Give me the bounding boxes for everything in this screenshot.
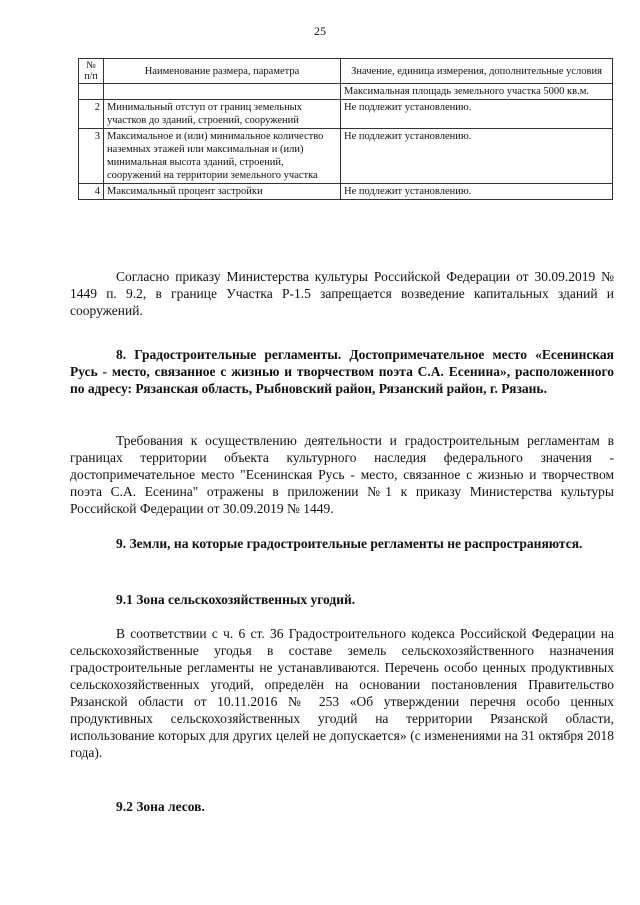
page-number: 25: [314, 24, 326, 38]
table-row: [79, 84, 613, 100]
row-num: 4: [79, 184, 104, 200]
header-value: Значение, единица измерения, дополнительные условия: [341, 59, 613, 84]
table-row: [79, 129, 613, 184]
parameters-table: [78, 58, 613, 200]
row-name: Максимальный процент застройки: [104, 184, 341, 200]
header-name: Наименование размера, параметра: [104, 59, 341, 84]
table-row: [79, 184, 613, 200]
row-num: 3: [79, 129, 104, 184]
table-row: [79, 100, 613, 129]
heading-section-9-1: 9.1 Зона сельскохозяйственных угодий.: [116, 592, 356, 607]
row-num: [79, 84, 104, 100]
row-value: Максимальная площадь земельного участка 5000 кв.м.: [341, 84, 613, 100]
row-name: Максимальное и (или) минимальное количество наземных этажей или максимальная и (или) минимальная высота зданий, строений, сооружений на территории земельного участка: [104, 129, 341, 184]
row-value: Не подлежит установлению.: [341, 100, 613, 129]
row-name: [104, 84, 341, 100]
table-header-row: [79, 59, 613, 84]
row-name: Минимальный отступ от границ земельных участков до зданий, строений, сооружений: [104, 100, 341, 129]
row-value: Не подлежит установлению.: [341, 129, 613, 184]
heading-section-8: 8. Градостроительные регламенты. Достопримечательное место «Есенинская Русь - место, связанное с жизнью и творчеством поэта С.А. Есенина», расположенного по адресу: Рязанская область, Рыбновский район, Рязанский район, г. Рязань.: [70, 347, 614, 396]
paragraph-prohibition: Согласно приказу Министерства культуры Российской Федерации от 30.09.2019 № 1449 п. 9.2, в границе Участка Р-1.5 запрещается возведение капитальных зданий и сооружений.: [70, 269, 614, 318]
header-num: № п/п: [79, 59, 104, 84]
heading-section-9-2: 9.2 Зона лесов.: [116, 799, 205, 814]
paragraph-requirements: Требования к осуществлению деятельности и градостроительным регламентам в границах территории объекта культурного наследия федерального значения - достопримечательное место "Есенинская Русь - место, связанное с жизнью и творчеством поэта С.А. Есенина" отражены в приложении №1 к приказу Министерства культуры Российской Федерации от 30.09.2019 № 1449.: [70, 433, 614, 516]
heading-section-9: 9. Земли, на которые градостроительные регламенты не распространяются.: [116, 536, 583, 551]
paragraph-agricultural: В соответствии с ч. 6 ст. 36 Градостроительного кодекса Российской Федерации на сельскохозяйственные угодья в составе земель сельскохозяйственного назначения градостроительные регламенты не устанавливаются. Перечень особо ценных продуктивных сельскохозяйственных угодий, определён на основании постановления Правительство Рязанской области от 10.11.2016 № 253 «Об утверждении перечня особо ценных продуктивных сельскохозяйственных угодий на территории Рязанской области, использование которых для других целей не допускается» (с изменениями на 31 октября 2018 года).: [70, 626, 614, 760]
row-num: 2: [79, 100, 104, 129]
row-value: Не подлежит установлению.: [341, 184, 613, 200]
